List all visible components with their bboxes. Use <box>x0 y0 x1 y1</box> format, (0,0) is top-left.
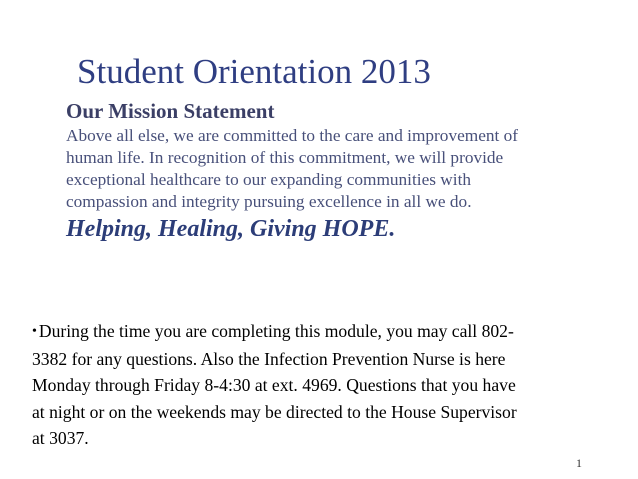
mission-line: compassion and integrity pursuing excellence in all we do. <box>66 192 472 211</box>
mission-statement <box>66 125 586 213</box>
mission-heading: Our Mission Statement <box>66 99 275 123</box>
mission-line: Above all else, we are committed to the care and improvement of <box>66 126 519 145</box>
bullet-line: 3382 for any questions. Also the Infection Prevention Nurse is here <box>32 348 506 369</box>
mission-line: exceptional healthcare to our expanding communities with <box>66 170 472 189</box>
mission-line: human life. In recognition of this commitment, we will provide <box>66 148 504 167</box>
bullet-line: at night or on the weekends may be directed to the House Supervisor <box>32 401 517 422</box>
bullet-marker: • <box>32 324 37 339</box>
bullet-line <box>32 318 592 346</box>
bullet-line: at 3037. <box>32 428 89 448</box>
slide-title: Student Orientation 2013 <box>77 52 431 91</box>
bullet-line-text: During the time you are completing this module, you may call 802- <box>38 321 514 341</box>
bullet-paragraph <box>32 318 592 452</box>
page-number: 1 <box>576 456 582 470</box>
bullet-line: Monday through Friday 8-4:30 at ext. 4969. Questions that you have <box>32 375 516 395</box>
tagline: Helping, Healing, Giving HOPE. <box>66 216 396 242</box>
